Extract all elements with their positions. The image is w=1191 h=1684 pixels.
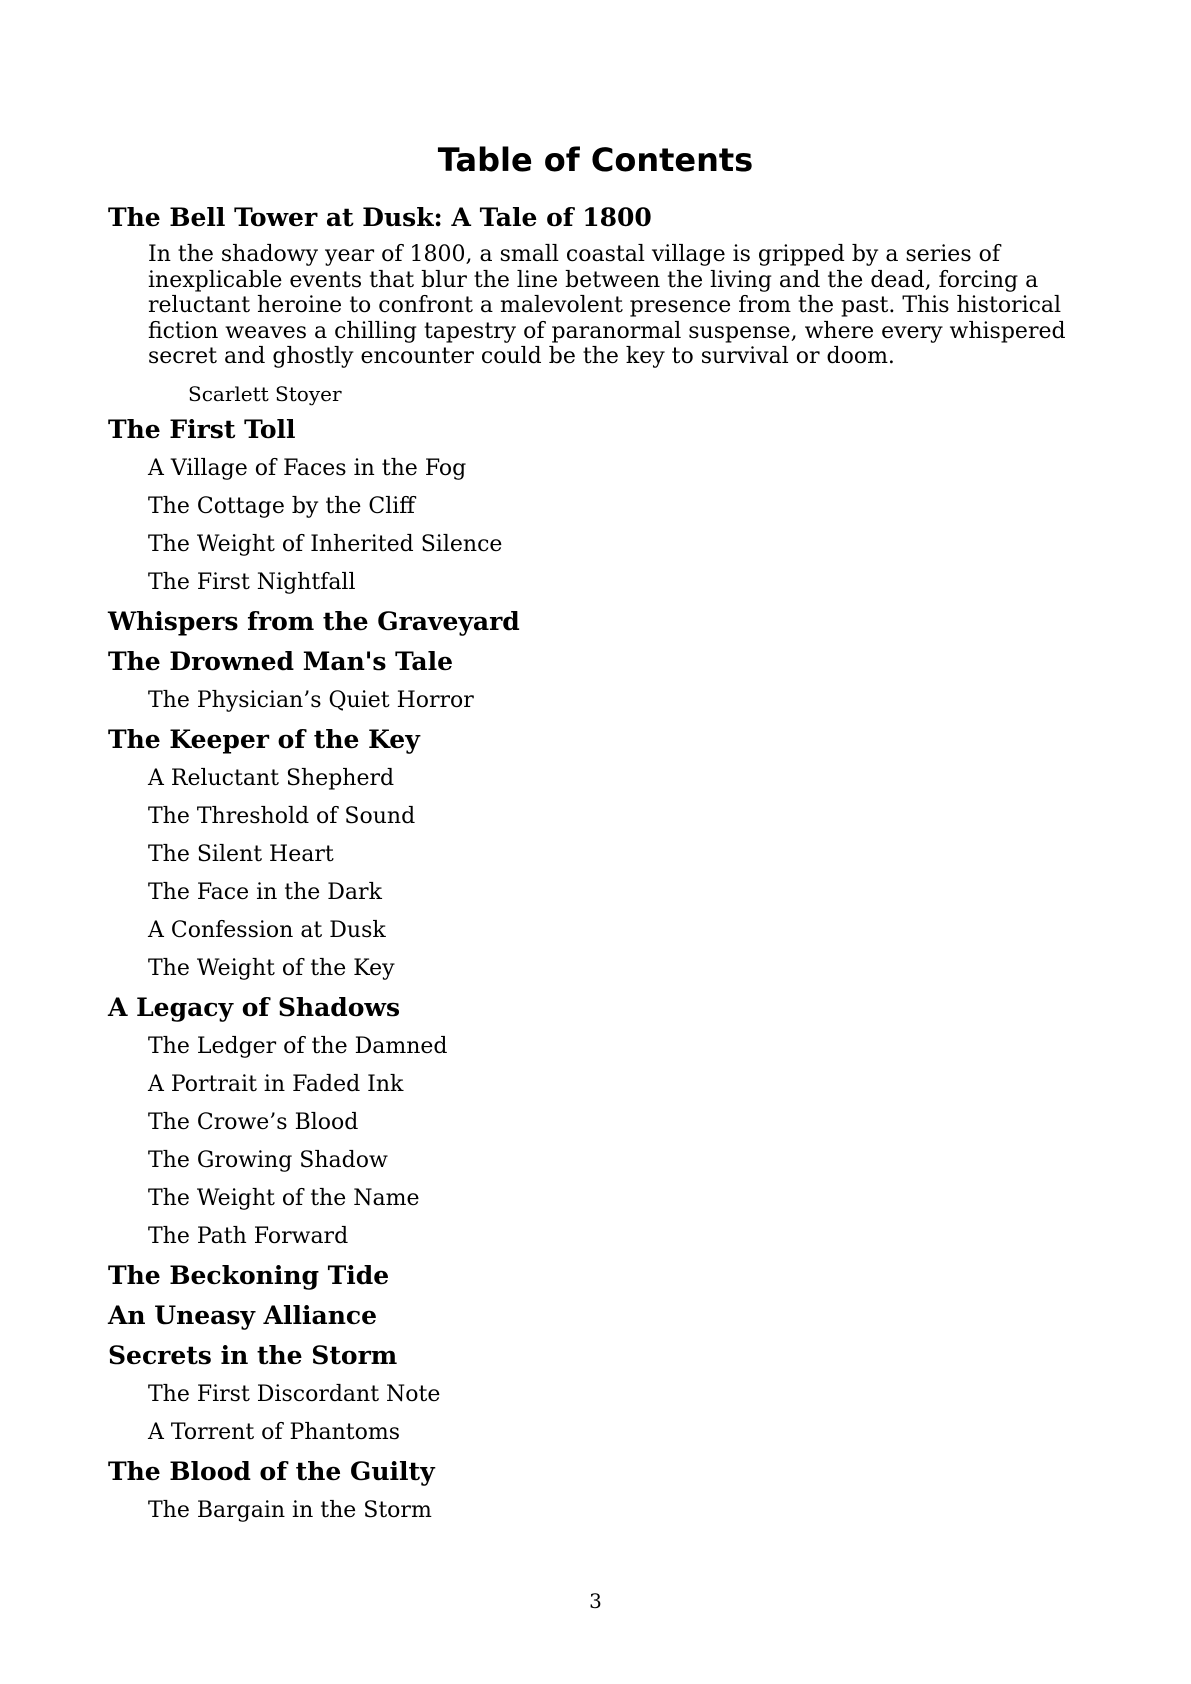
toc-part	[108, 602, 1088, 642]
part-title: The Keeper of the Key	[108, 724, 420, 754]
chapter-item: A Reluctant Shepherd	[148, 765, 395, 791]
chapter-item: The First Discordant Note	[148, 1381, 441, 1407]
chapter-list	[108, 760, 1088, 988]
parts-list	[108, 410, 1088, 1530]
table-of-contents	[108, 198, 1088, 1530]
chapter-item: The Cottage by the Cliff	[148, 493, 415, 519]
chapter-item: The Bargain in the Storm	[148, 1497, 432, 1523]
part-title: A Legacy of Shadows	[108, 992, 401, 1022]
page-title: Table of Contents	[437, 141, 754, 179]
chapter-item: The Threshold of Sound	[148, 803, 416, 829]
part-title: The First Toll	[108, 414, 296, 444]
chapter-item: The Path Forward	[148, 1223, 349, 1249]
chapter-item: A Confession at Dusk	[148, 917, 386, 943]
chapter-item: A Village of Faces in the Fog	[148, 455, 467, 481]
toc-part	[108, 410, 1088, 602]
book-description: In the shadowy year of 1800, a small coastal village is gripped by a series of inexplicable events that blur the line between the living and the dead, forcing a reluctant heroine to confront a malevolent presence from the past. This historical fiction weaves a chilling tapestry of paranormal suspense, where every whispered secret and ghostly encounter could be the key to survival or doom.	[148, 242, 1066, 370]
chapter-item: The Weight of the Name	[148, 1185, 420, 1211]
toc-part	[108, 1452, 1088, 1530]
chapter-item: The Growing Shadow	[148, 1147, 388, 1173]
part-title: Secrets in the Storm	[108, 1340, 398, 1370]
toc-part	[108, 1296, 1088, 1336]
chapter-list	[108, 1376, 1088, 1452]
toc-part	[108, 1336, 1088, 1452]
chapter-list	[108, 1492, 1088, 1530]
toc-part	[108, 720, 1088, 988]
part-title: The Beckoning Tide	[108, 1260, 390, 1290]
chapter-item: The Face in the Dark	[148, 879, 382, 905]
toc-part	[108, 642, 1088, 720]
chapter-item: The Weight of the Key	[148, 955, 395, 981]
chapter-item: The Crowe’s Blood	[148, 1109, 359, 1135]
toc-part	[108, 988, 1088, 1256]
toc-part	[108, 1256, 1088, 1296]
chapter-item: A Portrait in Faded Ink	[148, 1071, 404, 1097]
chapter-item: A Torrent of Phantoms	[148, 1419, 401, 1445]
part-title: An Uneasy Alliance	[108, 1300, 378, 1330]
chapter-list	[108, 450, 1088, 602]
chapter-item: The Weight of Inherited Silence	[148, 531, 503, 557]
chapter-item: The Silent Heart	[148, 841, 334, 867]
chapter-list	[108, 1028, 1088, 1256]
book-author: Scarlett Stoyer	[188, 381, 342, 406]
chapter-list	[108, 682, 1088, 720]
page-number: 3	[589, 1589, 602, 1613]
chapter-item: The First Nightfall	[148, 569, 356, 595]
part-title: Whispers from the Graveyard	[108, 606, 520, 636]
book-title: The Bell Tower at Dusk: A Tale of 1800	[108, 203, 652, 232]
chapter-item: The Physician’s Quiet Horror	[148, 687, 474, 713]
chapter-item: The Ledger of the Damned	[148, 1033, 448, 1059]
part-title: The Blood of the Guilty	[108, 1456, 435, 1486]
part-title: The Drowned Man's Tale	[108, 646, 453, 676]
